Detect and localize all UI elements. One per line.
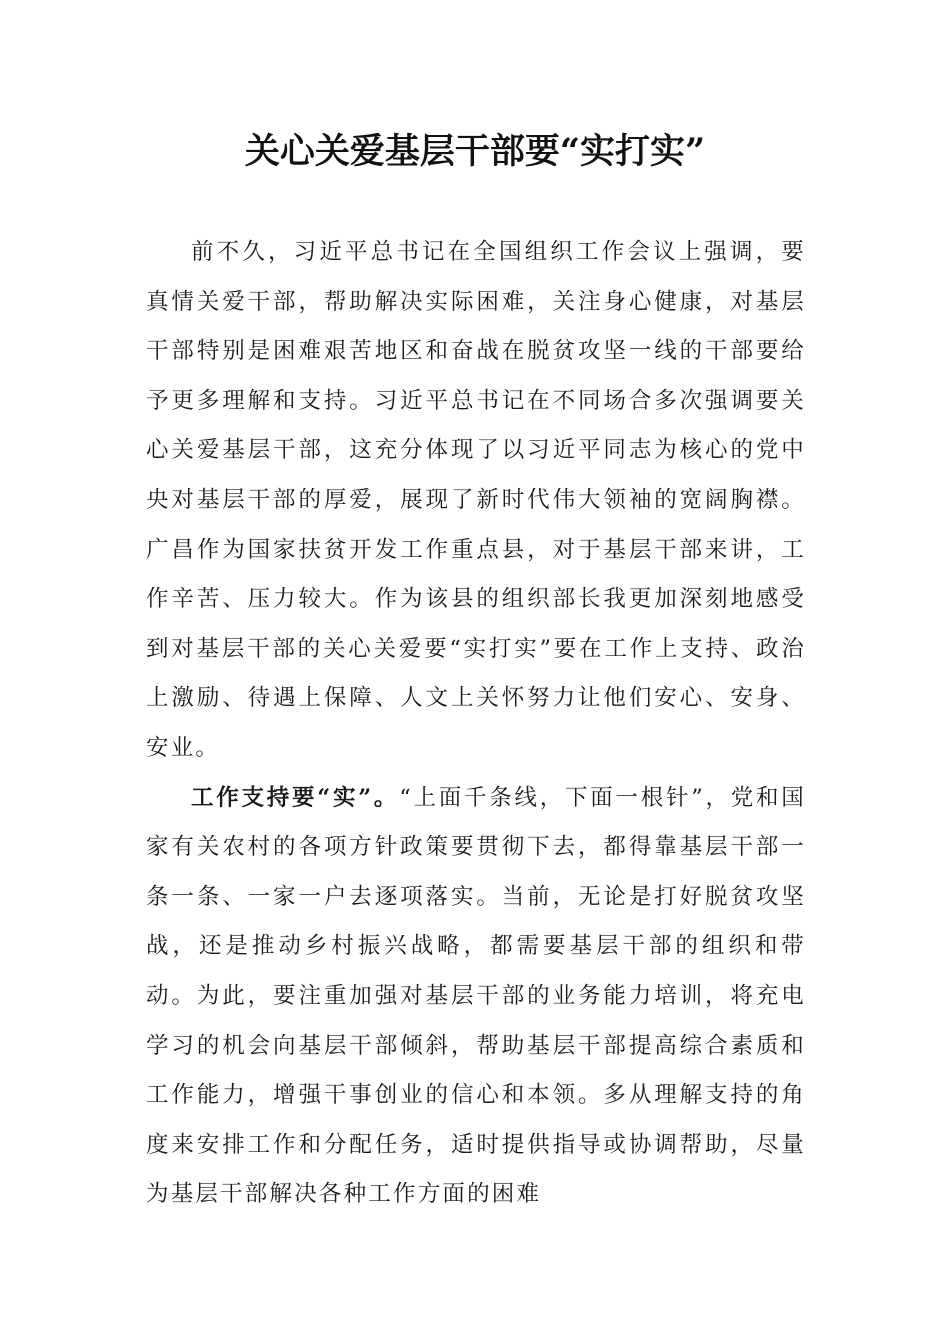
document-body <box>146 228 806 1220</box>
paragraph-text: 前不久，习近平总书记在全国组织工作会议上强调，要真情关爱干部，帮助解决实际困难，关注身心健康，对基层干部特别是困难艰苦地区和奋战在脱贫攻坚一线的干部要给予更多理解和支持。习近平总书记在不同场合多次强调要关心关爱基层干部，这充分体现了以习近平同志为核心的党中央对基层干部的厚爱，展现了新时代伟大领袖的宽阔胸襟。广昌作为国家扶贫开发工作重点县，对于基层干部来讲，工作辛苦、压力较大。作为该县的组织部长我更加深刻地感受到对基层干部的关心关爱要“实打实”要在工作上支持、政治上激励、待遇上保障、人文上关怀努力让他们安心、安身、安业。 <box>146 239 806 761</box>
paragraph-text: “上面千条线，下面一根针”，党和国家有关农村的各项方针政策要贯彻下去，都得靠基层干部一条一条、一家一户去逐项落实。当前，无论是打好脱贫攻坚战，还是推动乡村振兴战略，都需要基层干部的组织和带动。为此，要注重加强对基层干部的业务能力培训，将充电学习的机会向基层干部倾斜，帮助基层干部提高综合素质和工作能力，增强干事创业的信心和本领。多从理解支持的角度来安排工作和分配任务，适时提供指导或协调帮助，尽量为基层干部解决各种工作方面的困难 <box>146 784 807 1208</box>
paragraph-work-support <box>146 774 806 1220</box>
paragraph-intro <box>146 228 806 774</box>
paragraph-lead: 工作支持要“实”。 <box>191 784 400 811</box>
document-title: 关心关爱基层干部要“实打实” <box>244 131 706 172</box>
